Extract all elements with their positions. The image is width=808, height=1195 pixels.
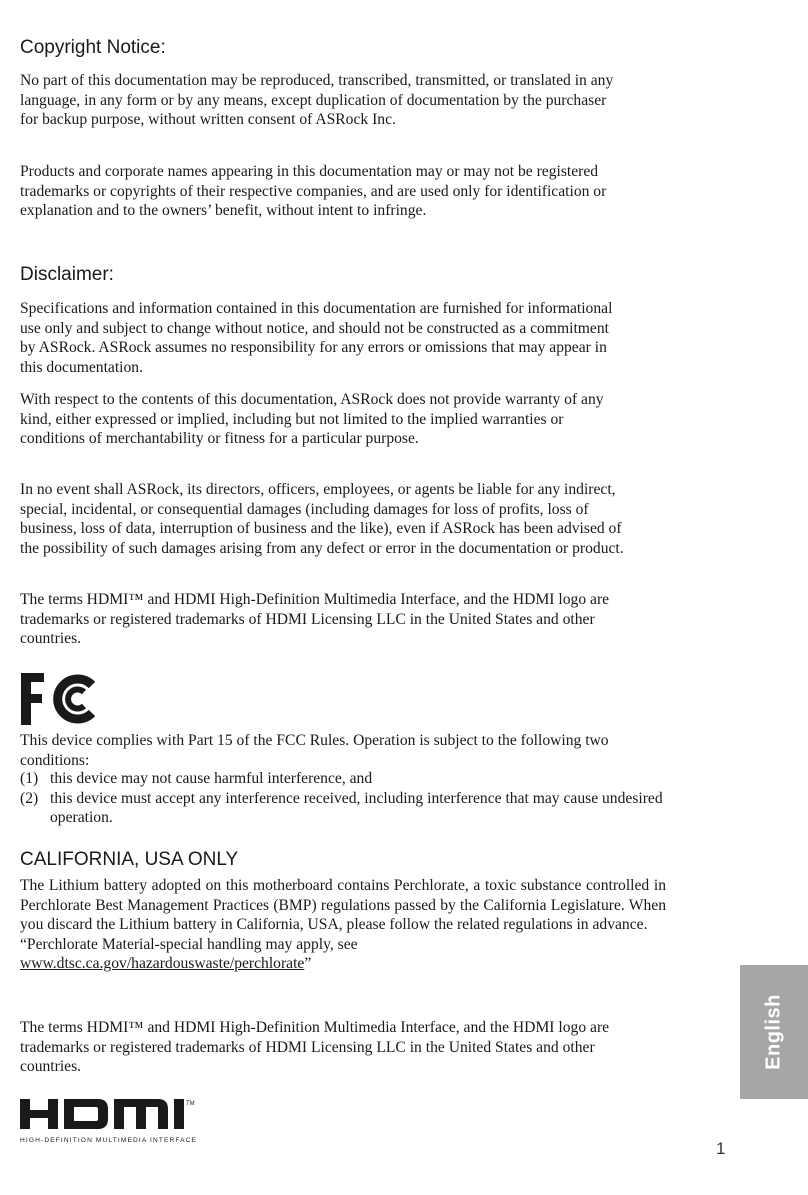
copyright-paragraph-1: No part of this documentation may be reproduced, transcribed, transmitted, or translated in any language, in any form or by any means, except duplication of documentation by the purchaser for backup purpose, without written consent of ASRock Inc. (20, 72, 614, 129)
disclaimer-paragraph-3: In no event shall ASRock, its directors, officers, employees, or agents be liable for any indirect, special, incidental, or consequential damages (including damages for loss of profits, loss of business, loss of data, interruption of business and the like), even if ASRock has been advised of the possibility of such damages arising from any defect or error in the documentation or product. (20, 481, 624, 557)
copyright-heading: Copyright Notice: (20, 37, 166, 58)
list-item-text: this device may not cause harmful interference, and (50, 770, 373, 787)
california-text: The Lithium battery adopted on this motherboard contains Perchlorate, a toxic substance controlled in Perchlorate Best Management Practices (BMP) regulations passed by the California Legislature. When you discard the Lithium battery in California, USA, please follow the related regulations in advance. (20, 877, 666, 934)
copyright-paragraph-2: Products and corporate names appearing in this documentation may or may not be registered trademarks or copyrights of their respective companies, and are used only for identification or explanation and to the owners’ benefit, without intent to infringe. (20, 163, 607, 220)
fcc-logo (20, 672, 98, 726)
language-tab[interactable] (740, 965, 808, 1099)
hdmi-tagline: HIGH-DEFINITION MULTIMEDIA INTERFACE (20, 1137, 196, 1144)
page-number: 1 (716, 1139, 726, 1158)
hdmi-trademark-notice: The terms HDMI™ and HDMI High-Definition Multimedia Interface, and the HDMI logo are trademarks or registered trademarks of HDMI Licensing LLC in the United States and other countries. (20, 1019, 610, 1076)
perchlorate-quote: “Perchlorate Material-special handling may apply, see (20, 935, 358, 953)
list-item (20, 769, 668, 789)
california-paragraph (20, 876, 666, 974)
fcc-conditions-list (20, 769, 668, 828)
disclaimer-hdmi-notice: The terms HDMI™ and HDMI High-Definition Multimedia Interface, and the HDMI logo are trademarks or registered trademarks of HDMI Licensing LLC in the United States and other countries. (20, 591, 610, 648)
hdmi-logo (20, 1096, 215, 1146)
fcc-statement: This device complies with Part 15 of the FCC Rules. Operation is subject to the following two conditions: (20, 732, 609, 769)
disclaimer-paragraph-2: With respect to the contents of this documentation, ASRock does not provide warranty of any kind, either expressed or implied, including but not limited to the implied warranties or conditions of merchantability or fitness for a particular purpose. (20, 391, 604, 448)
california-heading: CALIFORNIA, USA ONLY (20, 849, 239, 870)
language-tab-label: English (762, 994, 785, 1070)
disclaimer-heading: Disclaimer: (20, 264, 114, 285)
list-item-text: this device must accept any interference received, including interference that may cause undesired operation. (50, 789, 663, 827)
list-item (20, 789, 668, 828)
list-item-number: (1) (20, 770, 39, 787)
hdmi-tm-mark: TM (186, 1101, 195, 1107)
quote-end: ” (304, 955, 312, 973)
list-item-number: (2) (20, 789, 39, 807)
disclaimer-paragraph-1: Specifications and information contained in this documentation are furnished for informational use only and subject to change without notice, and should not be constructed as a commitment by ASRock. ASRock assumes no responsibility for any errors or omissions that may appear in this documentation. (20, 300, 613, 376)
perchlorate-link[interactable]: www.dtsc.ca.gov/hazardouswaste/perchlorate (20, 955, 305, 973)
